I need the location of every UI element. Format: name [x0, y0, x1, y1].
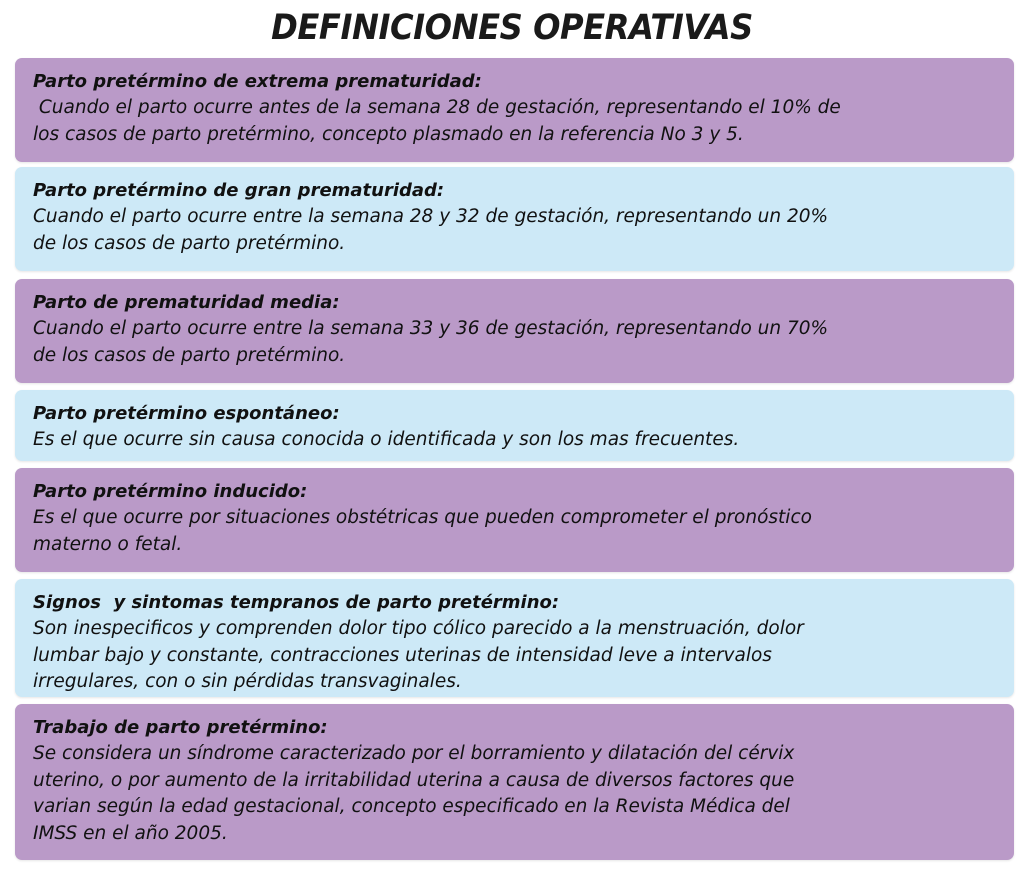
- definition-heading: Parto pretérmino de extrema prematuridad:: [33, 71, 482, 92]
- definition-heading: Parto de prematuridad media:: [33, 292, 340, 313]
- definition-text-line: irregulares, con o sin pérdidas transvaginales.: [33, 671, 462, 692]
- definition-text-line: lumbar bajo y constante, contracciones uterinas de intensidad leve a intervalos: [33, 644, 772, 666]
- definition-card-extrema-prematuridad: [15, 58, 1014, 162]
- definition-heading: Parto pretérmino espontáneo:: [33, 403, 340, 424]
- definition-text-line: varian según la edad gestacional, concepto especificado en la Revista Médica del: [33, 796, 790, 817]
- definition-text-line: Cuando el parto ocurre entre la semana 28 y 32 de gestación, representando un 20%: [33, 206, 829, 227]
- definition-text-line: Se considera un síndrome caracterizado por el borramiento y dilatación del cérvix: [33, 743, 795, 764]
- definition-card-signos-sintomas: [15, 579, 1014, 697]
- definition-card-espontaneo: [15, 390, 1014, 461]
- definition-text-line: de los casos de parto pretérmino.: [33, 232, 346, 254]
- definition-heading: Parto pretérmino de gran prematuridad:: [33, 180, 445, 201]
- definition-text-line: los casos de parto pretérmino, concepto plasmado en la referencia No 3 y 5.: [33, 123, 744, 145]
- definition-heading: Signos y sintomas tempranos de parto pretérmino:: [33, 592, 560, 613]
- definition-card-prematuridad-media: [15, 279, 1014, 383]
- definition-text-line: IMSS en el año 2005.: [33, 822, 228, 844]
- definition-text-line: uterino, o por aumento de la irritabilidad uterina a causa de diversos factores que: [33, 769, 795, 791]
- definition-text-line: de los casos de parto pretérmino.: [33, 344, 346, 366]
- definition-card-gran-prematuridad: [15, 167, 1014, 271]
- definition-card-trabajo-parto: [15, 704, 1014, 860]
- definition-heading: Parto pretérmino inducido:: [33, 481, 308, 502]
- definition-text-line: materno o fetal.: [33, 533, 183, 555]
- definition-card-inducido: [15, 468, 1014, 572]
- definition-text-line: Son inespecificos y comprenden dolor tipo cólico parecido a la menstruación, dolor: [33, 618, 804, 639]
- page-title: DEFINICIONES OPERATIVAS: [271, 8, 753, 48]
- definition-text-line: Cuando el parto ocurre antes de la semana 28 de gestación, representando el 10% de: [33, 97, 841, 118]
- definition-text-line: Cuando el parto ocurre entre la semana 33 y 36 de gestación, representando un 70%: [33, 318, 829, 339]
- definition-heading: Trabajo de parto pretérmino:: [33, 717, 328, 738]
- definition-text-line: Es el que ocurre sin causa conocida o identificada y son los mas frecuentes.: [33, 429, 740, 450]
- definition-text-line: Es el que ocurre por situaciones obstétricas que pueden comprometer el pronóstico: [33, 507, 812, 528]
